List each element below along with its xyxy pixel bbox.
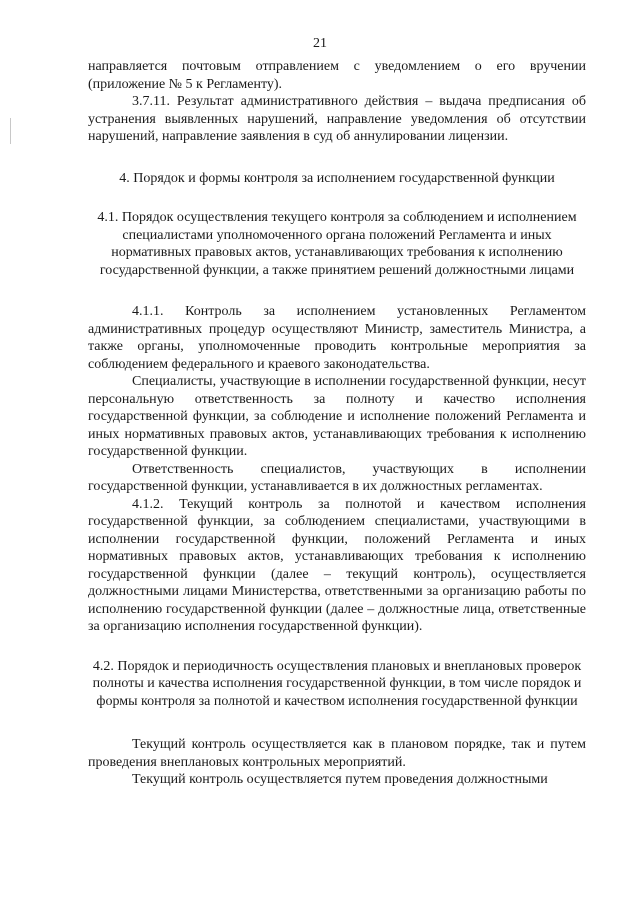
paragraph-current-control-1: Текущий контроль осуществляется как в плановом порядке, так и путем проведения внеплановых контрольных мероприятий.	[88, 737, 586, 770]
scan-margin-mark	[10, 118, 11, 144]
paragraph-current-control-2: Текущий контроль осуществляется путем проведения должностными	[132, 772, 548, 787]
page-number: 21	[313, 36, 327, 51]
section-heading-4-1: 4.1. Порядок осуществления текущего контроля за соблюдением и исполнением специалистами уполномоченного органа положений Регламента и иных нормативных правовых актов, устанавливающих требования к исполнению государственной функции, а также принятием решений должностными лицами	[97, 210, 577, 278]
paragraph-3-7-11: 3.7.11. Результат административного действия – выдача предписания об устранения выявленных нарушений, направление уведомления об отсутствии нарушений, направление заявления в суд об аннулировании лицензии.	[88, 94, 586, 144]
paragraph-mail-notice: направляется почтовым отправлением с уведомлением о его вручении (приложение № 5 к Регламенту).	[88, 59, 586, 92]
section-heading-4: 4. Порядок и формы контроля за исполнением государственной функции	[119, 170, 555, 186]
document-body	[88, 58, 586, 789]
section-heading-4-2: 4.2. Порядок и периодичность осуществления плановых и внеплановых проверок полноты и качества исполнения государственной функции, в том числе порядок и формы контроля за полнотой и качеством исполнения государственной функции	[92, 658, 582, 709]
paragraph-specialists: Специалисты, участвующие в исполнении государственной функции, несут персональную ответственность за полноту и качество исполнения государственной функции, за соблюдение и исполнение положений Регламента и иных нормативных правовых актов, устанавливающих требования к исполнению государственной функции.	[88, 374, 586, 459]
paragraph-4-1-1: 4.1.1. Контроль за исполнением установленных Регламентом административных процедур осуществляют Министр, заместитель Министра, а также органы, уполномоченные проводить контрольные мероприятия за соблюдением федерального и краевого законодательства.	[88, 304, 586, 372]
paragraph-4-1-2: 4.1.2. Текущий контроль за полнотой и качеством исполнения государственной функции, за соблюдением специалистами, участвующими в исполнении государственной функции, положений Регламента и иных нормативных правовых актов, устанавливающих требования к исполнению государственной функции (далее – текущий контроль), осуществляется должностными лицами Министерства, ответственными за организацию работы по исполнению государственной функции (далее – должностные лица, ответственные за организацию исполнения государственной функции).	[88, 496, 586, 634]
paragraph-responsibility: Ответственность специалистов, участвующих в исполнении государственной функции, устанавливается в их должностных регламентах.	[88, 461, 586, 494]
